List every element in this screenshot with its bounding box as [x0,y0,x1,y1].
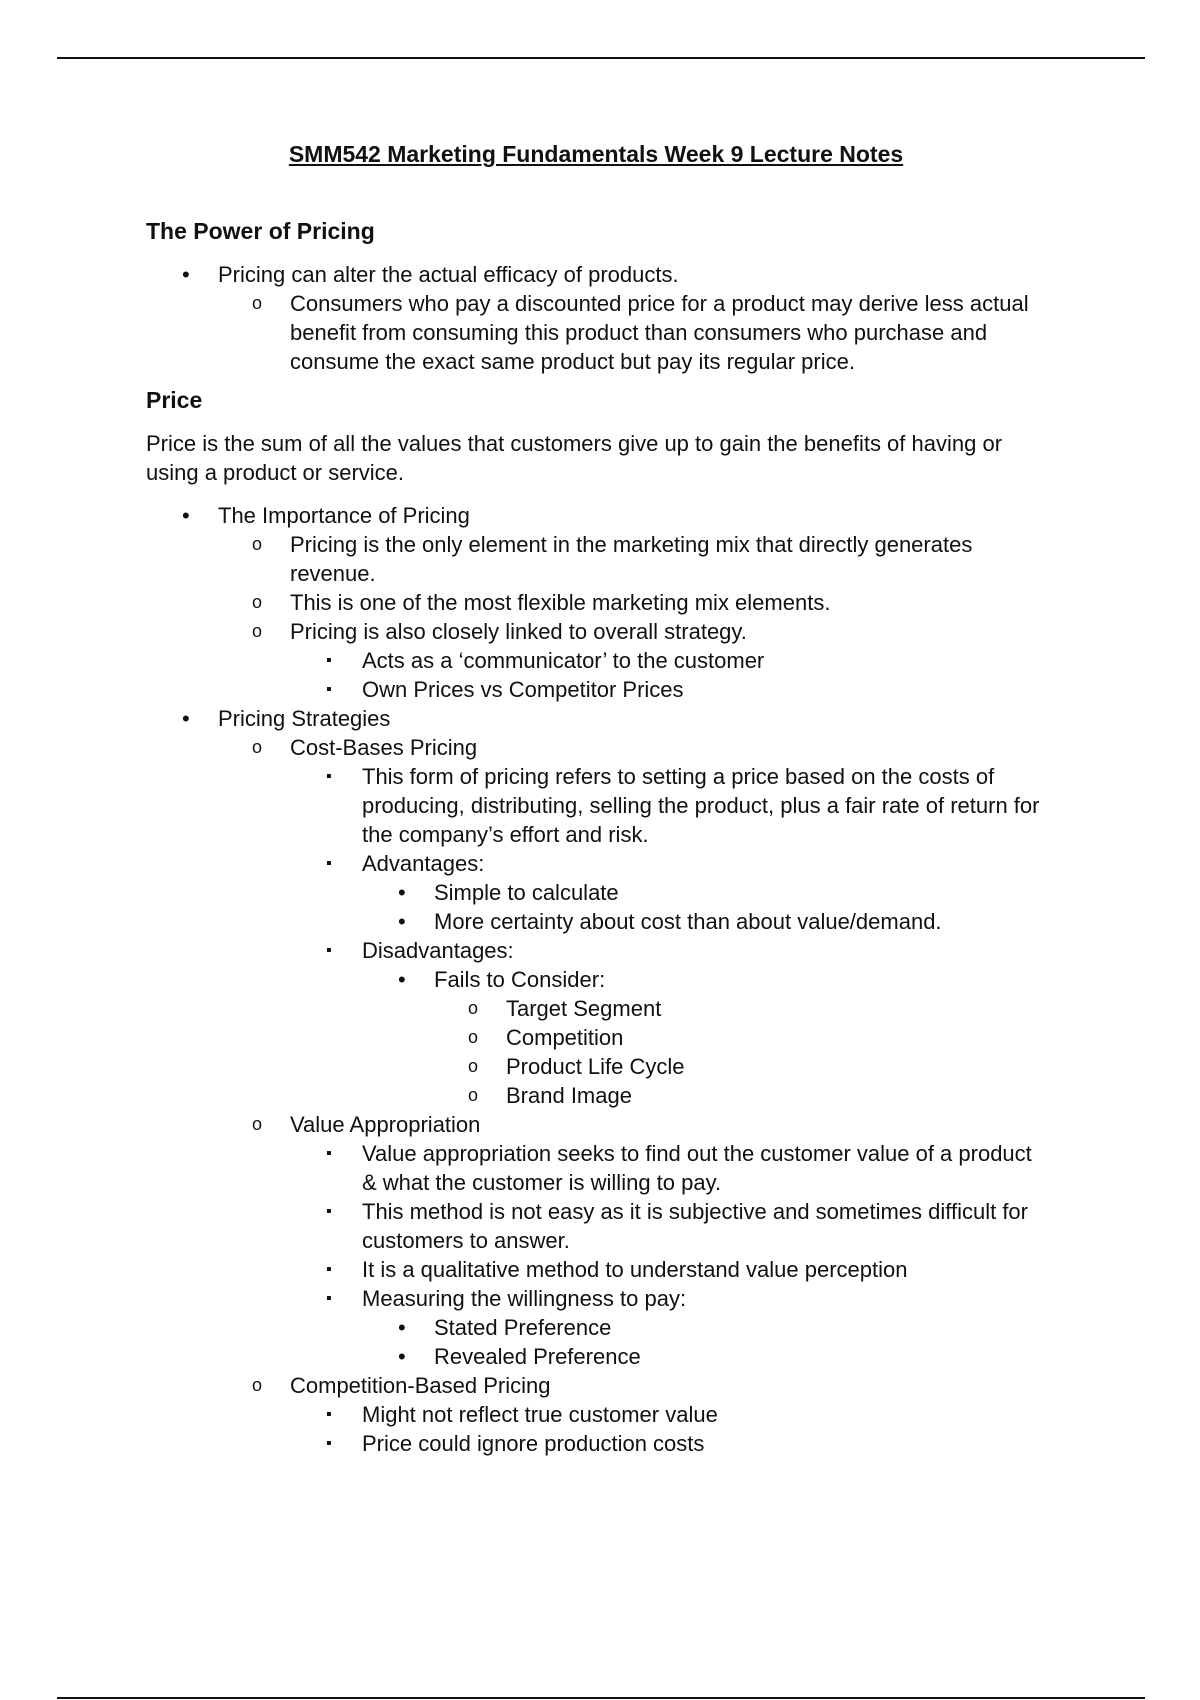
heading-power-of-pricing: The Power of Pricing [146,218,375,244]
price-definition: Price is the sum of all the values that customers give up to gain the benefits of having or using a product or service. [146,431,1003,485]
list-item-text: Simple to calculate [434,880,619,905]
square-bullet-icon: ▪ [326,681,332,698]
advantages-sublist [362,878,1046,936]
list-item-text: Target Segment [506,996,662,1021]
disc-bullet-icon: • [182,503,190,528]
square-bullet-icon: ▪ [326,855,332,872]
bottom-rule [57,1697,1145,1699]
page-title: SMM542 Marketing Fundamentals Week 9 Lecture Notes [288,141,904,167]
list-item-text: Pricing is the only element in the marketing mix that directly generates revenue. [290,532,973,586]
list-item-text: Competition [506,1025,624,1050]
list-item [362,965,1046,1110]
list-item [362,878,1046,907]
heading-price: Price [146,387,203,413]
wtp-sublist [362,1313,1046,1371]
circle-bullet-icon: o [252,293,263,313]
list-item [146,501,1046,704]
list-item [434,1081,1046,1110]
list-item [218,617,1046,704]
price-list [146,501,1046,1458]
circle-bullet-icon: o [252,534,263,554]
list-item [218,530,1046,588]
circle-bullet-icon: o [252,737,263,757]
list-item [290,675,1046,704]
list-item [218,289,1046,376]
disc-bullet-icon: • [398,1315,406,1340]
list-item-text: This form of pricing refers to setting a price based on the costs of producing, distributing, selling the product, plus a fair rate of return for the company’s effort and risk. [362,764,1040,847]
list-item [290,1429,1046,1458]
list-item [290,762,1046,849]
list-item-text: Brand Image [506,1083,632,1108]
list-item [290,936,1046,1110]
list-item-text: Product Life Cycle [506,1054,685,1079]
list-item-text: Disadvantages: [362,938,514,963]
list-item [290,1255,1046,1284]
square-bullet-icon: ▪ [326,1203,332,1220]
list-item-text: The Importance of Pricing [218,503,470,528]
list-item [362,1313,1046,1342]
list-item [218,1110,1046,1371]
list-item [146,704,1046,1458]
top-rule [57,57,1145,59]
list-item [290,646,1046,675]
importance-sublist [218,530,1046,704]
circle-bullet-icon: o [252,1375,263,1395]
disc-bullet-icon: • [398,967,406,992]
disadvantages-sublist [362,965,1046,1110]
list-item [218,588,1046,617]
square-bullet-icon: ▪ [326,1261,332,1278]
document-body [146,140,1046,1458]
list-item [290,849,1046,936]
list-item-text: Fails to Consider: [434,967,606,992]
square-bullet-icon: ▪ [326,1145,332,1162]
cost-based-sublist [290,762,1046,1110]
strategy-sublist [290,646,1046,704]
fails-sublist [434,994,1046,1110]
list-item-text: Acts as a ‘communicator’ to the customer [362,648,765,673]
list-item-text: Value Appropriation [290,1112,481,1137]
list-item-text: Value appropriation seeks to find out the customer value of a product & what the customer is willing to pay. [362,1141,1032,1195]
square-bullet-icon: ▪ [326,942,332,959]
list-item [218,733,1046,1110]
disc-bullet-icon: • [398,909,406,934]
circle-bullet-icon: o [468,1085,479,1105]
circle-bullet-icon: o [468,1056,479,1076]
disc-bullet-icon: • [182,262,190,287]
list-item-text: Stated Preference [434,1315,612,1340]
list-item-text: Might not reflect true customer value [362,1402,718,1427]
circle-bullet-icon: o [252,1114,263,1134]
list-item-text: Competition-Based Pricing [290,1373,551,1398]
list-item-text: This is one of the most flexible marketing mix elements. [290,590,831,615]
list-item-text: Cost-Bases Pricing [290,735,478,760]
square-bullet-icon: ▪ [326,1290,332,1307]
list-item [434,1052,1046,1081]
list-item [290,1400,1046,1429]
list-item [362,907,1046,936]
square-bullet-icon: ▪ [326,1406,332,1423]
list-item-text: Measuring the willingness to pay: [362,1286,687,1311]
circle-bullet-icon: o [252,592,263,612]
list-item [146,260,1046,376]
list-item [434,1023,1046,1052]
list-item-text: Pricing is also closely linked to overall strategy. [290,619,747,644]
circle-bullet-icon: o [468,1027,479,1047]
list-item [290,1284,1046,1371]
list-item [290,1139,1046,1197]
list-item-text: Own Prices vs Competitor Prices [362,677,684,702]
list-item-text: Consumers who pay a discounted price for a product may derive less actual benefit from consuming this product than consumers who purchase and consume the exact same product but pay its regular price. [290,291,1029,374]
strategies-sublist [218,733,1046,1458]
value-sublist [290,1139,1046,1371]
disc-bullet-icon: • [398,880,406,905]
disc-bullet-icon: • [398,1344,406,1369]
list-item-text: Pricing can alter the actual efficacy of products. [218,262,679,287]
square-bullet-icon: ▪ [326,652,332,669]
list-item-text: Pricing Strategies [218,706,391,731]
square-bullet-icon: ▪ [326,1435,332,1452]
list-item-text: More certainty about cost than about value/demand. [434,909,942,934]
list-item [362,1342,1046,1371]
list-item-text: Price could ignore production costs [362,1431,705,1456]
list-item-text: Advantages: [362,851,485,876]
list-item [218,1371,1046,1458]
circle-bullet-icon: o [252,621,263,641]
disc-bullet-icon: • [182,706,190,731]
list-item-text: This method is not easy as it is subjective and sometimes difficult for customers to answer. [362,1199,1028,1253]
power-list [146,260,1046,376]
power-sublist [218,289,1046,376]
square-bullet-icon: ▪ [326,768,332,785]
list-item-text: It is a qualitative method to understand value perception [362,1257,908,1282]
list-item [290,1197,1046,1255]
list-item-text: Revealed Preference [434,1344,641,1369]
competition-sublist [290,1400,1046,1458]
circle-bullet-icon: o [468,998,479,1018]
list-item [434,994,1046,1023]
